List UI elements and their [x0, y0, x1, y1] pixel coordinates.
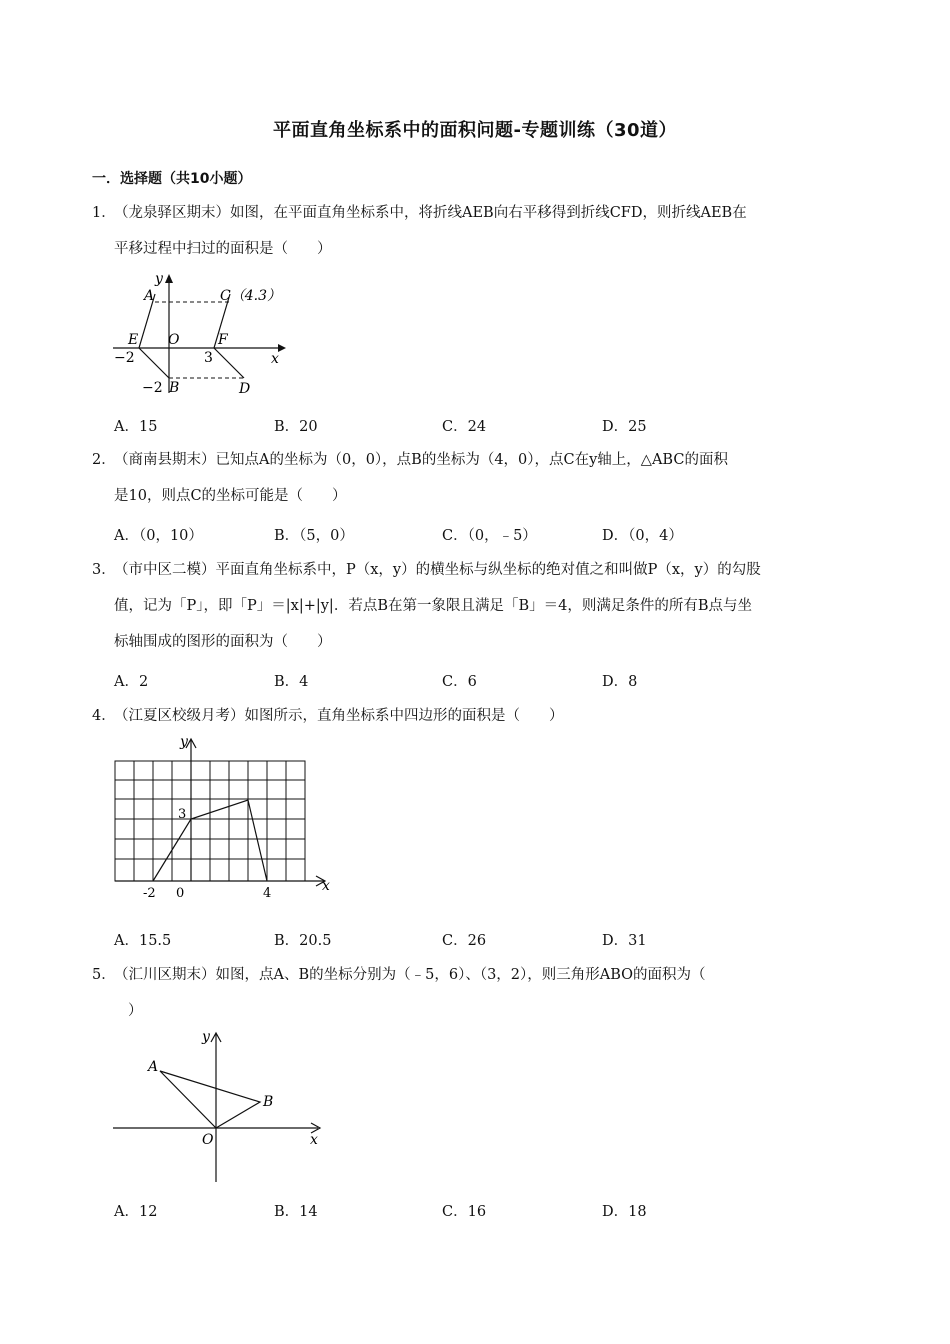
question-text: （龙泉驿区期末）如图，在平面直角坐标系中，将折线AEB向右平移得到折线CFD，则折线AEB在	[114, 205, 747, 221]
figure-q4	[108, 730, 338, 905]
option-d[interactable]: D．（0，4）	[602, 528, 683, 544]
options-q1	[114, 415, 854, 435]
option-b[interactable]: B．20	[274, 419, 318, 435]
question-number: 2．	[92, 452, 116, 468]
y-axis-label: y	[180, 734, 188, 750]
question-text: （江夏区校级月考）如图所示，直角坐标系中四边形的面积是（ ）	[114, 708, 564, 724]
question-text: 标轴围成的图形的面积为（ ）	[114, 634, 332, 650]
tick-neg2-x: −2	[114, 350, 135, 366]
question-text: （商南县期末）已知点A的坐标为（0，0），点B的坐标为（4，0），点C在y轴上，△ABC的面积	[114, 452, 728, 468]
question-text: （汇川区期末）如图，点A、B的坐标分别为（﹣5，6）、（3，2），则三角形ABO的面积为（	[114, 967, 706, 983]
x-axis-label: x	[271, 351, 279, 367]
point-d-label: D	[239, 381, 251, 397]
tick-neg2-y: −2	[142, 380, 163, 396]
option-b[interactable]: B．4	[274, 674, 309, 690]
question-number: 1．	[92, 205, 116, 221]
options-q2	[114, 524, 854, 544]
option-d[interactable]: D．31	[602, 933, 647, 949]
tick-neg2-x: -2	[143, 886, 156, 901]
question-number: 4．	[92, 708, 116, 724]
option-c[interactable]: C．24	[442, 419, 487, 435]
options-q4	[114, 929, 854, 949]
point-e-label: E	[128, 332, 139, 348]
options-q5	[114, 1200, 854, 1220]
question-text: 值，记为「P」，即「P」＝|x|+|y|．若点B在第一象限且满足「B」＝4，则满足条件的所有B点与坐	[114, 598, 753, 614]
option-b[interactable]: B．20.5	[274, 933, 332, 949]
question-text: 平移过程中扫过的面积是（ ）	[114, 241, 332, 257]
option-d[interactable]: D．18	[602, 1204, 647, 1220]
y-axis-label: y	[202, 1029, 210, 1045]
x-axis-label: x	[322, 878, 330, 894]
option-a[interactable]: A．12	[114, 1204, 158, 1220]
page-title: 平面直角坐标系中的面积问题-专题训练（30道）	[272, 120, 678, 141]
point-c-label: C（4.3）	[220, 288, 281, 304]
option-a[interactable]: A．2	[114, 674, 149, 690]
tick-3-x: 3	[204, 350, 213, 366]
option-a[interactable]: A．15.5	[114, 933, 172, 949]
figure-q1	[108, 268, 298, 398]
question-number: 3．	[92, 562, 116, 578]
options-q3	[114, 670, 854, 690]
option-c[interactable]: C．（0，﹣5）	[442, 528, 537, 544]
question-text: （市中区二模）平面直角坐标系中，P（x，y）的横坐标与纵坐标的绝对值之和叫做P（x，y）的勾股	[114, 562, 761, 578]
option-b[interactable]: B．14	[274, 1204, 318, 1220]
question-text: 是10，则点C的坐标可能是（ ）	[114, 488, 347, 504]
question-5	[92, 957, 872, 1029]
tick-4-x: 4	[263, 886, 272, 901]
y-axis-label: y	[155, 271, 163, 287]
origin-label: O	[168, 332, 180, 348]
option-d[interactable]: D．25	[602, 419, 647, 435]
point-b-label: B	[169, 380, 180, 396]
origin-label: 0	[176, 886, 185, 901]
tick-3-y: 3	[178, 807, 187, 822]
point-f-label: F	[218, 332, 228, 348]
question-number: 5．	[92, 967, 116, 983]
option-c[interactable]: C．16	[442, 1204, 487, 1220]
section-heading: 一．选择题（共10小题）	[92, 171, 252, 187]
option-a[interactable]: A．（0，10）	[114, 528, 203, 544]
point-b-label: B	[263, 1094, 274, 1110]
question-text: ）	[128, 1003, 143, 1019]
question-3	[92, 552, 862, 660]
point-a-label: A	[148, 1059, 159, 1075]
x-axis-label: x	[310, 1132, 318, 1148]
option-a[interactable]: A．15	[114, 419, 158, 435]
option-b[interactable]: B．（5，0）	[274, 528, 354, 544]
option-c[interactable]: C．26	[442, 933, 487, 949]
question-2	[92, 442, 862, 514]
option-c[interactable]: C．6	[442, 674, 477, 690]
figure-q5	[108, 1024, 333, 1184]
question-1	[92, 195, 862, 267]
question-4	[92, 698, 862, 734]
origin-label: O	[202, 1132, 214, 1148]
option-d[interactable]: D．8	[602, 674, 638, 690]
point-a-label: A	[144, 288, 155, 304]
